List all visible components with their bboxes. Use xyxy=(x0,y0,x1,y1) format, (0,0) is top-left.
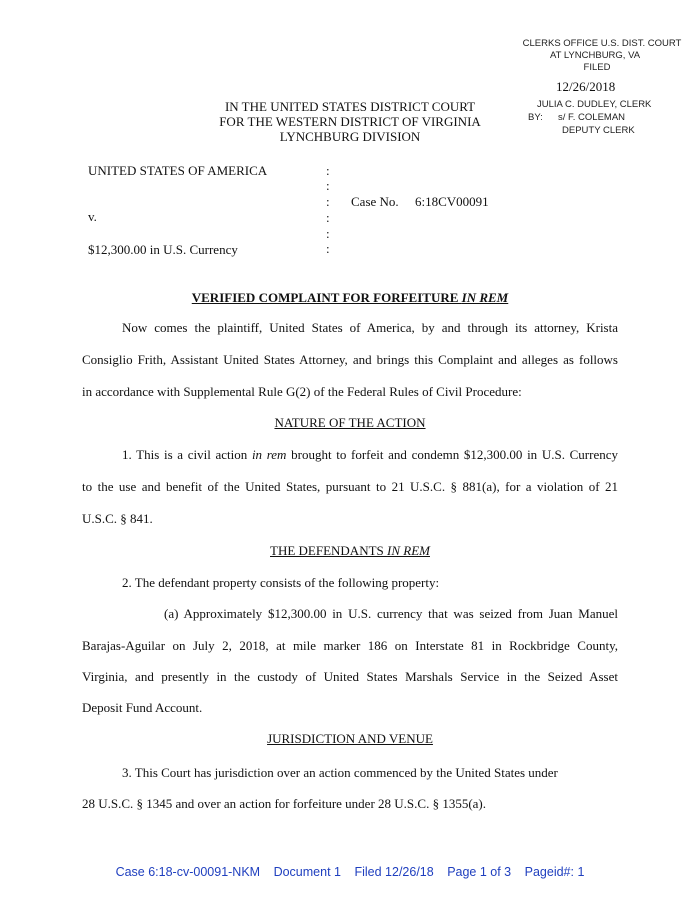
intro-line: in accordance with Supplemental Rule G(2) of the Federal Rules of Civil Procedure: xyxy=(82,384,522,399)
nature-text: 1. This is a civil action xyxy=(122,447,252,462)
caption-colon: : xyxy=(326,178,330,193)
court-line3: LYNCHBURG DIVISION xyxy=(279,129,421,144)
defendants-line: Virginia, and presently in the custody of United States Marshals Service in the Seized Asset xyxy=(82,669,618,684)
stamp-line2: AT LYNCHBURG, VA xyxy=(549,50,641,61)
nature-text: brought to forfeit and condemn $12,300.00 in U.S. Currency xyxy=(286,447,618,462)
clerk-stamp xyxy=(505,38,685,74)
stamp-clerk: JULIA C. DUDLEY, CLERK xyxy=(537,99,652,110)
jurisdiction-line: 28 U.S.C. § 1345 and over an action for forfeiture under 28 U.S.C. § 1355(a). xyxy=(82,796,486,811)
caption-plaintiff: UNITED STATES OF AMERICA xyxy=(88,163,268,178)
intro-line: Consiglio Frith, Assistant United States Attorney, and brings this Complaint and alleges as follows xyxy=(82,352,618,367)
caption-colon: : xyxy=(326,194,330,209)
case-label: Case No. xyxy=(351,194,399,209)
title-main: VERIFIED COMPLAINT FOR FORFEITURE xyxy=(191,290,462,305)
defendants-line: (a) Approximately $12,300.00 in U.S. currency that was seized from Juan Manuel xyxy=(164,606,618,621)
caption-colon: : xyxy=(326,163,330,178)
document-title xyxy=(82,290,618,306)
footer-pageid: Pageid#: 1 xyxy=(524,865,585,879)
intro-line: Now comes the plaintiff, United States of America, by and through its attorney, Krista xyxy=(122,320,618,335)
case-number: 6:18CV00091 xyxy=(415,194,489,209)
footer-page: Page 1 of 3 xyxy=(447,865,512,879)
caption-defendant: $12,300.00 in U.S. Currency xyxy=(88,242,238,257)
filing-footer xyxy=(0,865,700,879)
nature-line: to the use and benefit of the United States, pursuant to 21 U.S.C. § 881(a), for a violation of 21 xyxy=(82,479,618,494)
jurisdiction-line: 3. This Court has jurisdiction over an action commenced by the United States under xyxy=(122,765,558,780)
stamp-date: 12/26/2018 xyxy=(556,79,616,94)
nature-heading: NATURE OF THE ACTION xyxy=(274,415,426,430)
defendants-heading-italic: IN REM xyxy=(387,543,430,558)
defendants-line: Deposit Fund Account. xyxy=(82,700,203,715)
stamp-line1: CLERKS OFFICE U.S. DIST. COURT xyxy=(522,38,682,49)
stamp-by-name: s/ F. COLEMAN xyxy=(558,112,626,123)
caption-versus: v. xyxy=(88,209,97,224)
footer-case: Case 6:18-cv-00091-NKM xyxy=(115,865,261,879)
defendants-heading xyxy=(82,543,618,559)
defendants-line: Barajas-Aguilar on July 2, 2018, at mile marker 186 on Interstate 81 in Rockbridge County, xyxy=(82,638,618,653)
stamp-filed: FILED xyxy=(583,62,611,73)
jurisdiction-heading: JURISDICTION AND VENUE xyxy=(267,731,433,746)
footer-filed: Filed 12/26/18 xyxy=(354,865,434,879)
title-italic: IN REM xyxy=(461,290,509,305)
defendants-heading-main: THE DEFENDANTS xyxy=(270,543,388,558)
court-line2: FOR THE WESTERN DISTRICT OF VIRGINIA xyxy=(219,114,481,129)
defendants-line: 2. The defendant property consists of the following property: xyxy=(122,575,440,590)
nature-line: U.S.C. § 841. xyxy=(82,511,153,526)
court-line1: IN THE UNITED STATES DISTRICT COURT xyxy=(224,99,476,114)
nature-line xyxy=(122,447,618,463)
court-heading xyxy=(200,99,500,144)
caption-colon: : xyxy=(326,210,330,225)
footer-document: Document 1 xyxy=(273,865,341,879)
caption-colon: : xyxy=(326,226,330,241)
caption-colon: : xyxy=(326,241,330,256)
stamp-deputy: DEPUTY CLERK xyxy=(562,125,635,136)
stamp-by-label: BY: xyxy=(528,112,543,123)
nature-italic: in rem xyxy=(251,447,287,462)
